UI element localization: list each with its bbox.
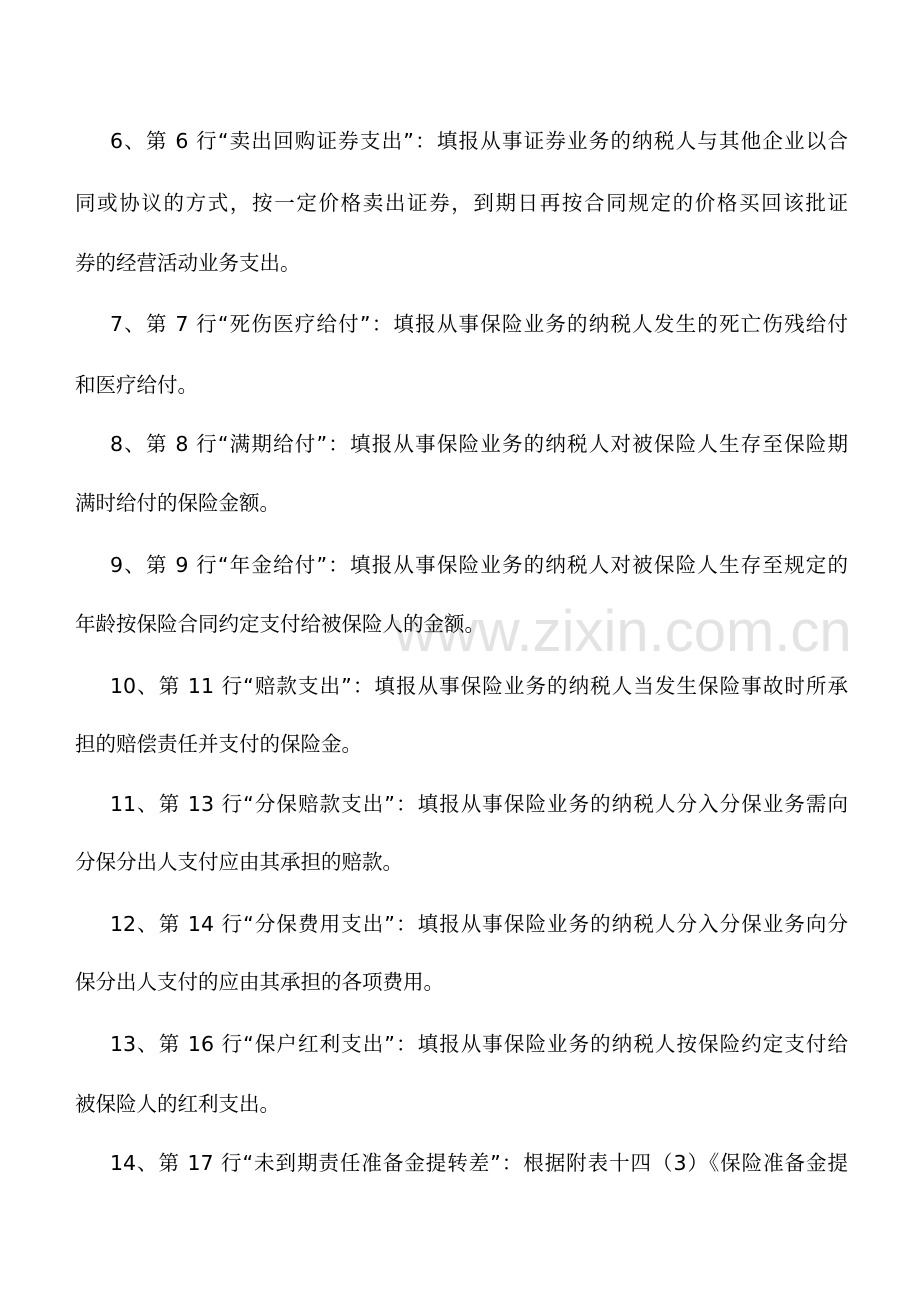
paragraph-7-line-2: 和医疗给付。 <box>75 373 198 397</box>
paragraph-9-line-1: 9、第 9 行“年金给付”：填报从事保险业务的纳税人对被保险人生存至规定的 <box>110 553 848 577</box>
paragraph-10-line-1: 10、第 11 行“赔款支出”：填报从事保险业务的纳税人当发生保险事故时所承 <box>110 674 848 698</box>
watermark: www.zixin.com.cn <box>394 599 852 664</box>
paragraph-8-line-2: 满时给付的保险金额。 <box>75 491 280 515</box>
paragraph-10-line-2: 担的赔偿责任并支付的保险金。 <box>75 732 362 756</box>
paragraph-7-line-1: 7、第 7 行“死伤医疗给付”：填报从事保险业务的纳税人发生的死亡伤残给付 <box>110 312 848 336</box>
paragraph-13-line-1: 13、第 16 行“保户红利支出”：填报从事保险业务的纳税人按保险约定支付给 <box>110 1032 848 1056</box>
paragraph-6-line-1: 6、第 6 行“卖出回购证券支出”：填报从事证券业务的纳税人与其他企业以合 <box>110 129 848 153</box>
paragraph-8-line-1: 8、第 8 行“满期给付”：填报从事保险业务的纳税人对被保险人生存至保险期 <box>110 432 848 456</box>
paragraph-6-line-2: 同或协议的方式，按一定价格卖出证券，到期日再按合同规定的价格买回该批证 <box>75 191 848 215</box>
paragraph-11-line-1: 11、第 13 行“分保赔款支出”：填报从事保险业务的纳税人分入分保业务需向 <box>110 792 848 816</box>
paragraph-9-line-2: 年龄按保险合同约定支付给被保险人的金额。 <box>75 612 485 636</box>
paragraph-12-line-1: 12、第 14 行“分保费用支出”：填报从事保险业务的纳税人分入分保业务向分 <box>110 912 848 936</box>
paragraph-12-line-2: 保分出人支付的应由其承担的各项费用。 <box>75 970 444 994</box>
paragraph-6-line-3: 券的经营活动业务支出。 <box>75 251 301 275</box>
paragraph-11-line-2: 分保分出人支付应由其承担的赔款。 <box>75 850 403 874</box>
paragraph-14-line-1: 14、第 17 行“未到期责任准备金提转差”：根据附表十四（3）《保险准备金提 <box>110 1151 848 1175</box>
paragraph-13-line-2: 被保险人的红利支出。 <box>75 1092 280 1116</box>
